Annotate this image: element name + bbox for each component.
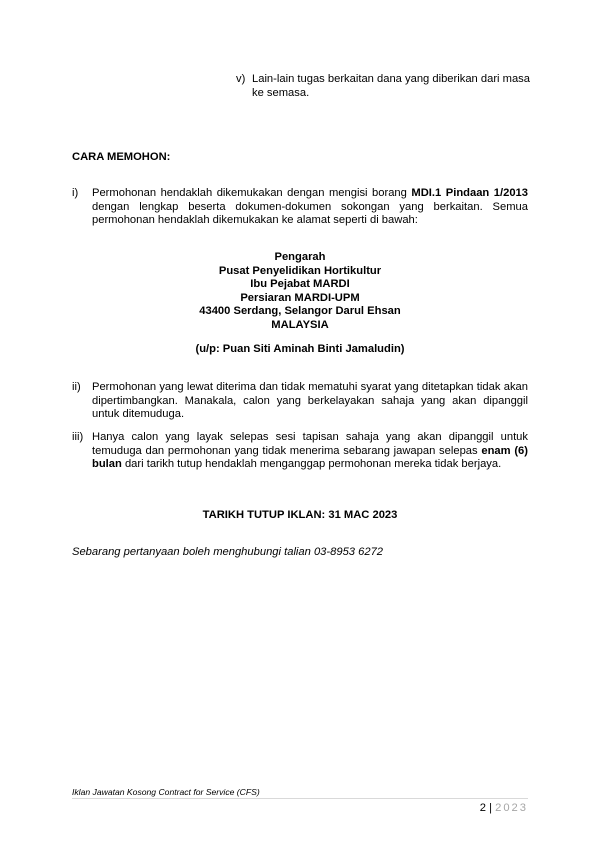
item-2-marker: ii) (72, 381, 81, 393)
address-line: Ibu Pejabat MARDI (250, 278, 350, 290)
address-line: MALAYSIA (271, 318, 329, 331)
duty-item-marker: v) (236, 73, 246, 85)
item-3-text: Hanya calon yang layak selepas sesi tapisan sahaja yang akan dipanggil untuk temuduga dan permohonan yang tidak menerima sebarang jawapan selepas enam (6) bulan dari tarikh tutup hendaklah menganggap permohonan mereka tidak berjaya. (92, 431, 528, 470)
address-line: 43400 Serdang, Selangor Darul Ehsan (199, 305, 401, 317)
period-emphasis: enam (6) bulan (92, 444, 528, 470)
page-number: 2 | 2023 (479, 802, 528, 814)
address-block (72, 251, 528, 357)
footer-divider (72, 798, 528, 799)
item-3-marker: iii) (72, 431, 84, 443)
attention-line: (u/p: Puan Siti Aminah Binti Jamaludin) (195, 343, 405, 355)
closing-date: TARIKH TUTUP IKLAN: 31 MAC 2023 (202, 509, 398, 521)
address-line: Pusat Penyelidikan Hortikultur (218, 264, 382, 277)
duty-item-text: Lain-lain tugas berkaitan dana yang diberikan dari masa ke semasa. (252, 73, 530, 99)
item-2-text: Permohonan yang lewat diterima dan tidak mematuhi syarat yang ditetapkan tidak akan dipertimbangkan. Manakala, calon yang berkelayakan sahaja yang akan dipanggil untuk ditemuduga. (92, 381, 528, 420)
address-line: Persiaran MARDI-UPM (240, 291, 360, 304)
address-line: Pengarah (274, 251, 326, 263)
enquiry-line: Sebarang pertanyaan boleh menghubungi talian 03-8953 6272 (72, 546, 384, 558)
form-name: MDI.1 Pindaan 1/2013 (411, 187, 528, 199)
section-heading: CARA MEMOHON: (72, 151, 171, 163)
footer-title: Iklan Jawatan Kosong Contract for Service (CFS) (72, 787, 260, 797)
item-1-marker: i) (72, 187, 79, 199)
item-1-text: Permohonan hendaklah dikemukakan dengan mengisi borang MDI.1 Pindaan 1/2013 dengan lengkap beserta dokumen-dokumen sokongan yang berkaitan. Semua permohonan hendaklah dikemukakan ke alamat seperti di bawah: (92, 187, 528, 226)
